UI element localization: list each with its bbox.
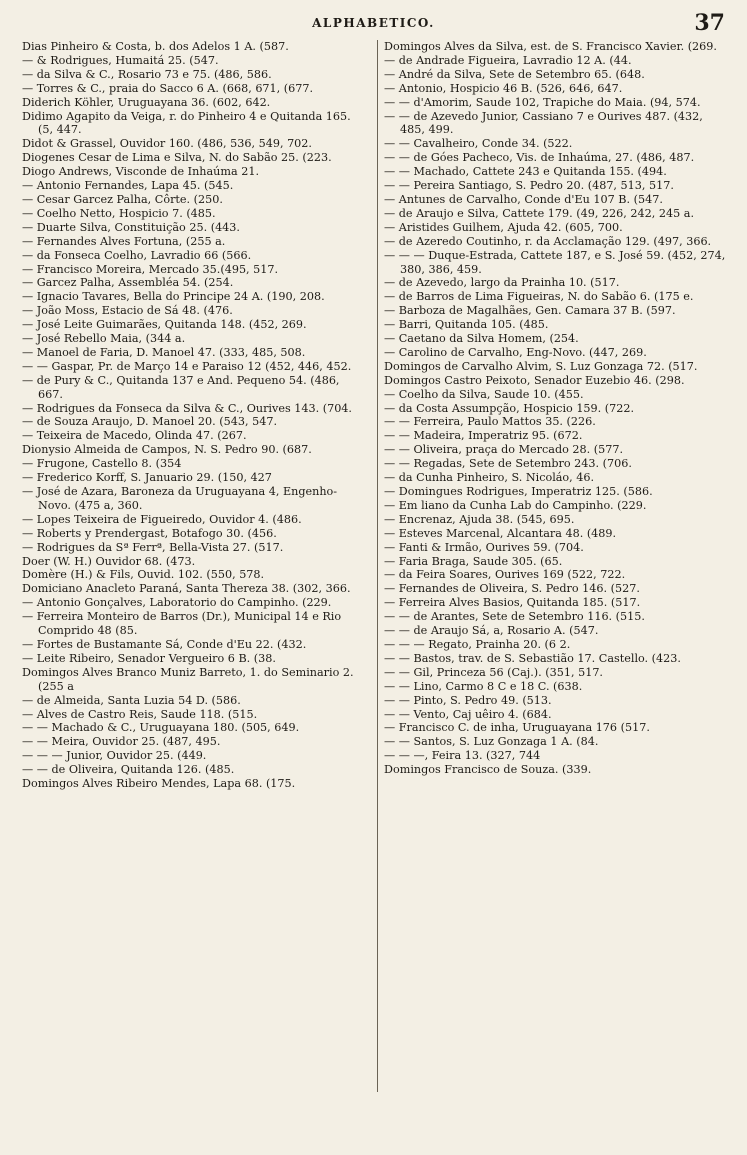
directory-entry: — José Rebello Maia, (344 a. bbox=[22, 332, 186, 346]
directory-entry: — Cesar Garcez Palha, Côrte. (250. bbox=[22, 192, 223, 206]
directory-entry: — Fanti & Irmão, Ourives 59. (704. bbox=[384, 540, 584, 554]
directory-entry: — de Azeredo Coutinho, r. da Acclamação 129. (497, 366. bbox=[384, 234, 712, 248]
directory-entry: — José de Azara, Baroneza da Uruguayana 4, Engenho-Novo. (475 a, 360. bbox=[22, 485, 338, 512]
directory-entry: — — — Duque-Estrada, Cattete 187, e S. José 59. (452, 274, 380, 386, 459. bbox=[384, 248, 726, 276]
directory-entry: — — Regadas, Sete de Setembro 243. (706. bbox=[384, 457, 632, 471]
directory-entry: — — —, Feira 13. (327, 744 bbox=[384, 749, 541, 763]
directory-entry: Didot & Grassel, Ouvidor 160. (486, 536, 549, 702. bbox=[22, 137, 312, 151]
column-divider bbox=[377, 40, 378, 1092]
directory-entry: Doer (W. H.) Ouvidor 68. (473. bbox=[22, 554, 196, 568]
directory-entry: — Barri, Quitanda 105. (485. bbox=[384, 318, 549, 332]
directory-entry: Didimo Agapito da Veiga, r. do Pinheiro 4 e Quitanda 165. (5, 447. bbox=[22, 109, 351, 137]
right-column bbox=[384, 40, 728, 777]
directory-entry: — de Pury & C., Quitanda 137 e And. Pequeno 54. (486, 667. bbox=[22, 373, 340, 401]
directory-entry: — Carolino de Carvalho, Eng-Novo. (447, 269. bbox=[384, 345, 647, 359]
directory-entry: — Encrenaz, Ajuda 38. (545, 695. bbox=[384, 512, 575, 526]
directory-entry: — Duarte Silva, Constituição 25. (443. bbox=[22, 220, 240, 234]
directory-entry: — João Moss, Estacio de Sá 48. (476. bbox=[22, 304, 233, 318]
directory-entry: — Fernandes Alves Fortuna, (255 a. bbox=[22, 234, 226, 248]
directory-entry: — Roberts y Prendergast, Botafogo 30. (456. bbox=[22, 526, 277, 540]
directory-entry: — da Feira Soares, Ourives 169 (522, 722. bbox=[384, 568, 626, 582]
directory-entry: — Em liano da Cunha Lab do Campinho. (229. bbox=[384, 498, 647, 512]
directory-entry: Domingos Castro Peixoto, Senador Euzebio 46. (298. bbox=[384, 373, 685, 387]
directory-entry: — Leite Ribeiro, Senador Vergueiro 6 B. (38. bbox=[22, 651, 276, 665]
directory-entry: — de Azevedo, largo da Prainha 10. (517. bbox=[384, 276, 620, 290]
directory-entry: — — Cavalheiro, Conde 34. (522. bbox=[384, 137, 573, 151]
directory-entry: — Frederico Korff, S. Januario 29. (150, 427 bbox=[22, 471, 272, 485]
directory-entry: Domingos Alves Branco Muniz Barreto, 1. do Seminario 2. (255 a bbox=[22, 665, 354, 693]
directory-entry: — — de Arantes, Sete de Setembro 116. (515. bbox=[384, 610, 645, 624]
directory-entry: — Coelho Netto, Hospicio 7. (485. bbox=[22, 206, 216, 220]
directory-entry: — Frugone, Castello 8. (354 bbox=[22, 457, 182, 471]
directory-entry: — — Ferreira, Paulo Mattos 35. (226. bbox=[384, 415, 596, 429]
directory-entry: — Faria Braga, Saude 305. (65. bbox=[384, 554, 563, 568]
directory-entry: Dias Pinheiro & Costa, b. dos Adelos 1 A. (587. bbox=[22, 40, 289, 53]
directory-entry: Domingos de Carvalho Alvim, S. Luz Gonzaga 72. (517. bbox=[384, 359, 698, 373]
directory-entry: — — Machado, Cattete 243 e Quitanda 155. (494. bbox=[384, 165, 667, 179]
directory-entry: — Caetano da Silva Homem, (254. bbox=[384, 332, 579, 346]
directory-entry: — de Souza Araujo, D. Manoel 20. (543, 547. bbox=[22, 415, 278, 429]
directory-entry: — Garcez Palha, Assembléa 54. (254. bbox=[22, 276, 234, 290]
directory-entry: — Ferreira Alves Basios, Quitanda 185. (517. bbox=[384, 596, 641, 610]
directory-entry: — Ferreira Monteiro de Barros (Dr.), Municipal 14 e Rio Comprido 48 (85. bbox=[22, 610, 342, 638]
directory-entry: — — de Azevedo Junior, Cassiano 7 e Ourives 487. (432, 485, 499. bbox=[384, 109, 703, 137]
directory-entry: — — Vento, Caj uêiro 4. (684. bbox=[384, 707, 552, 721]
directory-entry: — Fernandes de Oliveira, S. Pedro 146. (527. bbox=[384, 582, 640, 596]
directory-entry: — — Machado & C., Uruguayana 180. (505, 649. bbox=[22, 721, 300, 735]
directory-entry: — Rodrigues da Fonseca da Silva & C., Ourives 143. (704. bbox=[22, 401, 352, 415]
directory-entry: Domingos Alves da Silva, est. de S. Francisco Xavier. (269. bbox=[384, 40, 717, 53]
directory-entry: — de Almeida, Santa Luzia 54 D. (586. bbox=[22, 693, 241, 707]
directory-entry: — — Oliveira, praça do Mercado 28. (577. bbox=[384, 443, 624, 457]
directory-entry: Domère (H.) & Fils, Ouvid. 102. (550, 578. bbox=[22, 568, 265, 582]
directory-entry: — Francisco C. de inha, Uruguayana 176 (517. bbox=[384, 721, 650, 735]
directory-entry: — de Barros de Lima Figueiras, N. do Sabão 6. (175 e. bbox=[384, 290, 694, 304]
directory-entry: — Antunes de Carvalho, Conde d'Eu 107 B. (547. bbox=[384, 192, 663, 206]
directory-entry: — Ignacio Tavares, Bella do Principe 24 A. (190, 208. bbox=[22, 290, 325, 304]
directory-entry: — Coelho da Silva, Saude 10. (455. bbox=[384, 387, 584, 401]
directory-entry: — — — Regato, Prainha 20. (6 2. bbox=[384, 637, 571, 651]
directory-entry: — Alves de Castro Reis, Saude 118. (515. bbox=[22, 707, 258, 721]
directory-entry: — — de Oliveira, Quitanda 126. (485. bbox=[22, 763, 235, 777]
directory-entry: — Antonio Fernandes, Lapa 45. (545. bbox=[22, 179, 234, 193]
directory-entry: — — d'Amorim, Saude 102, Trapiche do Maia. (94, 574. bbox=[384, 95, 701, 109]
directory-entry: — Fortes de Bustamante Sá, Conde d'Eu 22. (432. bbox=[22, 637, 307, 651]
directory-entry: — de Andrade Figueira, Lavradio 12 A. (44. bbox=[384, 53, 632, 67]
directory-entry: — André da Silva, Sete de Setembro 65. (648. bbox=[384, 67, 645, 81]
directory-entry: — Barboza de Magalhães, Gen. Camara 37 B. (597. bbox=[384, 304, 676, 318]
running-title: ALPHABETICO. bbox=[312, 16, 435, 30]
directory-entry: — José Leite Guimarães, Quitanda 148. (452, 269. bbox=[22, 318, 307, 332]
directory-entry: — — Lino, Carmo 8 C e 18 C. (638. bbox=[384, 679, 583, 693]
directory-entry: Domiciano Anacleto Paraná, Santa Thereza 38. (302, 366. bbox=[22, 582, 351, 596]
directory-entry: — Teixeira de Macedo, Olinda 47. (267. bbox=[22, 429, 247, 443]
directory-entry: — Francisco Moreira, Mercado 35.(495, 517. bbox=[22, 262, 279, 276]
directory-entry: — — Gil, Princeza 56 (Caj.). (351, 517. bbox=[384, 665, 603, 679]
directory-entry: — — de Góes Pacheco, Vis. de Inhaúma, 27. (486, 487. bbox=[384, 151, 695, 165]
directory-entry: — — Meira, Ouvidor 25. (487, 495. bbox=[22, 735, 221, 749]
directory-entry: — da Fonseca Coelho, Lavradio 66 (566. bbox=[22, 248, 252, 262]
directory-entry: — Rodrigues da Sª Ferrª, Bella-Vista 27. (517. bbox=[22, 540, 284, 554]
left-column bbox=[22, 40, 362, 791]
directory-entry: — — — Junior, Ouvidor 25. (449. bbox=[22, 749, 207, 763]
directory-entry: Diogenes Cesar de Lima e Silva, N. do Sabão 25. (223. bbox=[22, 151, 332, 165]
directory-entry: — Lopes Teixeira de Figueiredo, Ouvidor 4. (486. bbox=[22, 512, 302, 526]
directory-entry: Dionysio Almeida de Campos, N. S. Pedro 90. (687. bbox=[22, 443, 312, 457]
directory-entry: — Antonio Gonçalves, Laboratorio do Campinho. (229. bbox=[22, 596, 332, 610]
directory-entry: — da Cunha Pinheiro, S. Nicoláo, 46. bbox=[384, 471, 595, 485]
directory-entry: — da Silva & C., Rosario 73 e 75. (486, 586. bbox=[22, 67, 272, 81]
directory-entry: — Esteves Marcenal, Alcantara 48. (489. bbox=[384, 526, 617, 540]
directory-entry: — da Costa Assumpção, Hospicio 159. (722. bbox=[384, 401, 635, 415]
directory-entry: — — Bastos, trav. de S. Sebastião 17. Castello. (423. bbox=[384, 651, 681, 665]
directory-entry: — Manoel de Faria, D. Manoel 47. (333, 485, 508. bbox=[22, 345, 306, 359]
directory-entry: — — Gaspar, Pr. de Março 14 e Paraiso 12 (452, 446, 452. bbox=[22, 359, 352, 373]
directory-entry: Domingos Francisco de Souza. (339. bbox=[384, 763, 592, 777]
directory-entry: — & Rodrigues, Humaitá 25. (547. bbox=[22, 53, 219, 67]
directory-entry: Diderich Köhler, Uruguayana 36. (602, 642. bbox=[22, 95, 271, 109]
directory-entry: Domingos Alves Ribeiro Mendes, Lapa 68. (175. bbox=[22, 777, 296, 791]
directory-entry: — de Araujo e Silva, Cattete 179. (49, 226, 242, 245 a. bbox=[384, 206, 695, 220]
directory-entry: — — Santos, S. Luz Gonzaga 1 A. (84. bbox=[384, 735, 599, 749]
page-number: 37 bbox=[694, 10, 725, 36]
page-header bbox=[0, 8, 747, 36]
directory-entry: — — Madeira, Imperatriz 95. (672. bbox=[384, 429, 583, 443]
directory-entry: — Aristides Guilhem, Ajuda 42. (605, 700. bbox=[384, 220, 623, 234]
directory-entry: — Domingues Rodrigues, Imperatriz 125. (586. bbox=[384, 485, 653, 498]
directory-entry: Diogo Andrews, Visconde de Inhaúma 21. bbox=[22, 165, 259, 179]
directory-entry: — — Pinto, S. Pedro 49. (513. bbox=[384, 693, 552, 707]
directory-entry: — — Pereira Santiago, S. Pedro 20. (487, 513, 517. bbox=[384, 179, 674, 193]
directory-entry: — — de Araujo Sá, a, Rosario A. (547. bbox=[384, 624, 599, 638]
directory-entry: — Torres & C., praia do Sacco 6 A. (668, 671, (677. bbox=[22, 81, 314, 95]
directory-entry: — Antonio, Hospicio 46 B. (526, 646, 647. bbox=[384, 81, 623, 95]
